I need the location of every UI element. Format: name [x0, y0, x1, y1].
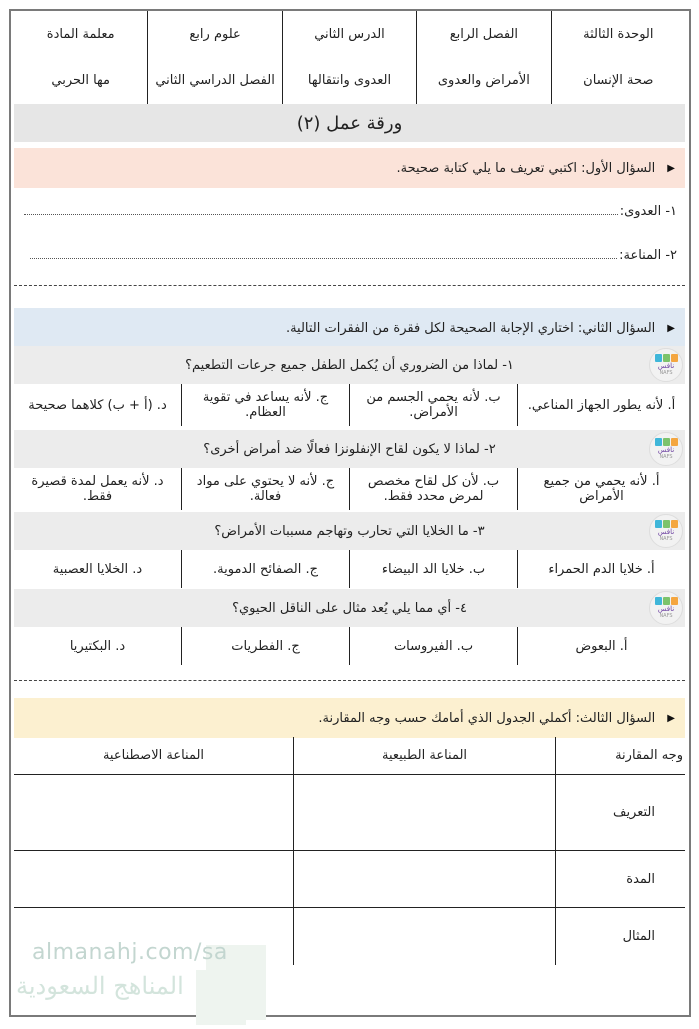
header-col-chapter	[416, 11, 550, 104]
section-divider	[14, 285, 685, 286]
header-grid	[14, 11, 685, 104]
q1-heading-bar	[14, 148, 685, 188]
table-row	[14, 775, 685, 851]
row-label-definition: التعريف	[555, 775, 685, 850]
worksheet-title: ورقة عمل (٢)	[14, 104, 685, 142]
row-label-example: المثال	[555, 908, 685, 965]
q1-item-immunity	[30, 243, 677, 263]
table-header-row	[14, 737, 685, 775]
bullet-arrow-icon: ▶	[667, 162, 675, 174]
header-aspect: وجه المقارنة	[555, 737, 685, 774]
subject-label: علوم رابع	[189, 26, 241, 42]
mcq-question-text: ٢- لماذا لا يكون لقاح الإنفلونزا فعالًا ضد أمراض أخرى؟	[203, 441, 496, 457]
mcq-question-2	[14, 430, 685, 468]
watermark-arabic: المناهج السعودية	[16, 972, 184, 1000]
nafs-logo-icon: نافس NAFS	[649, 591, 683, 625]
option-d[interactable]: د. (أ + ب) كلاهما صحيحة	[28, 397, 167, 413]
option-d[interactable]: د. الخلايا العصبية	[52, 561, 143, 577]
q2-heading: السؤال الثاني: اختاري الإجابة الصحيحة لكل فقرة من الفقرات التالية.	[285, 320, 656, 336]
option-d[interactable]: د. لأنه يعمل لمدة قصيرة فقط.	[31, 474, 164, 504]
answer-line-infection[interactable]	[24, 214, 618, 215]
option-c[interactable]: ج. لأنه يساعد في تقوية العظام.	[181, 384, 349, 426]
lesson-label: الدرس الثاني	[314, 26, 385, 42]
option-c[interactable]: ج. لأنه لا يحتوي على مواد فعالة.	[181, 468, 349, 510]
header-col-teacher	[14, 11, 147, 104]
watermark-shape	[196, 970, 246, 1025]
option-a[interactable]: أ. لأنه يحمي من جميع الأمراض	[517, 468, 685, 510]
teacher-label: معلمة المادة	[46, 26, 115, 42]
row-label-duration: المدة	[555, 851, 685, 907]
unit-value: صحة الإنسان	[583, 72, 654, 88]
cell-artificial-duration[interactable]	[14, 851, 293, 907]
table-row	[14, 851, 685, 908]
mcq-options-4	[14, 627, 685, 665]
mcq-question-1	[14, 346, 685, 384]
q1-item-infection	[24, 199, 677, 219]
cell-natural-example[interactable]	[293, 908, 555, 965]
header-col-unit	[551, 11, 685, 104]
nafs-logo-icon: نافس NAFS	[649, 348, 683, 382]
q3-heading: السؤال الثالث: أكملي الجدول الذي أمامك حسب وجه المقارنة.	[318, 710, 656, 726]
watermark	[16, 940, 266, 1020]
option-a[interactable]: أ. لأنه يطور الجهاز المناعي.	[517, 384, 685, 426]
header-col-lesson	[282, 11, 416, 104]
teacher-name: مها الحربي	[51, 72, 110, 88]
option-a[interactable]: أ. البعوض	[517, 627, 685, 665]
header-col-subject	[147, 11, 281, 104]
q1-heading: السؤال الأول: اكتبي تعريف ما يلي كتابة صحيحة.	[396, 160, 656, 176]
nafs-logo-icon: نافس NAFS	[649, 432, 683, 466]
lesson-value: العدوى وانتقالها	[307, 72, 392, 88]
nafs-logo-icon: نافس NAFS	[649, 514, 683, 548]
option-b[interactable]: ب. الفيروسات	[349, 627, 517, 665]
mcq-options-1	[14, 384, 685, 426]
mcq-options-3	[14, 550, 685, 588]
mcq-question-text: ٤- أي مما يلي يُعد مثال على الناقل الحيوي؟	[232, 600, 467, 616]
option-b[interactable]: ب. لأنه يحمي الجسم من الأمراض.	[349, 384, 517, 426]
cell-natural-definition[interactable]	[293, 775, 555, 850]
q3-heading-bar	[14, 698, 685, 738]
answer-line-immunity[interactable]	[30, 258, 617, 259]
mcq-question-3	[14, 512, 685, 550]
bullet-arrow-icon: ▶	[667, 712, 675, 724]
unit-label: الوحدة الثالثة	[583, 26, 654, 42]
option-b[interactable]: ب. خلايا الد البيضاء	[349, 550, 517, 588]
option-a[interactable]: أ. خلايا الدم الحمراء	[517, 550, 685, 588]
semester-value: الفصل الدراسي الثاني	[155, 72, 275, 88]
q1-item-label: ٢- المناعة:	[619, 248, 677, 263]
section-divider	[14, 680, 685, 681]
header-natural-immunity: المناعة الطبيعية	[293, 737, 555, 774]
bullet-arrow-icon: ▶	[667, 322, 675, 334]
q1-item-label: ١- العدوى:	[619, 204, 677, 219]
mcq-question-4	[14, 589, 685, 627]
option-c[interactable]: ج. الصفائح الدموية.	[181, 550, 349, 588]
header-artificial-immunity: المناعة الاصطناعية	[102, 748, 205, 763]
mcq-question-text: ٣- ما الخلايا التي تحارب وتهاجم مسببات الأمراض؟	[214, 523, 485, 539]
chapter-value: الأمراض والعدوى	[437, 72, 530, 88]
mcq-question-text: ١- لماذا من الضروري أن يُكمل الطفل جميع جرعات التطعيم؟	[185, 357, 514, 373]
chapter-label: الفصل الرابع	[449, 26, 519, 42]
cell-artificial-definition[interactable]	[14, 775, 293, 850]
option-b[interactable]: ب. لأن كل لقاح مخصص لمرض محدد فقط.	[349, 468, 517, 510]
watermark-url: almanahj.com/sa	[32, 940, 228, 965]
option-c[interactable]: ج. الفطريات	[181, 627, 349, 665]
mcq-options-2	[14, 468, 685, 510]
q2-heading-bar	[14, 308, 685, 348]
cell-natural-duration[interactable]	[293, 851, 555, 907]
option-d[interactable]: د. البكتيريا	[69, 638, 126, 654]
comparison-table	[14, 737, 685, 965]
